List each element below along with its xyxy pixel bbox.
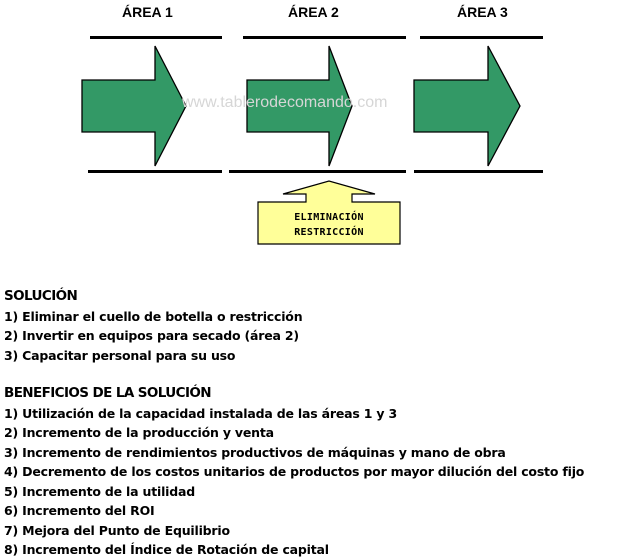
- area-1-top-line: [90, 36, 222, 39]
- area-1-arrow-shape: [82, 46, 186, 166]
- area-3-title: ÁREA 3: [457, 4, 508, 20]
- solution-title: SOLUCIÓN: [4, 288, 78, 304]
- benefit-item: 8) Incremento del Índice de Rotación de capital: [4, 542, 329, 557]
- benefit-item: 2) Incremento de la producción y venta: [4, 425, 274, 440]
- area-3-arrow: [412, 44, 524, 168]
- area-3-bottom-line: [414, 170, 543, 173]
- area-1-bottom-line: [88, 170, 222, 173]
- benefits-section: [4, 384, 584, 560]
- benefit-item: 3) Incremento de rendimientos productivos de máquinas y mano de obra: [4, 444, 506, 460]
- callout-line-2: RESTRICCIÓN: [294, 227, 364, 238]
- callout-line-1: ELIMINACIÓN: [294, 212, 364, 223]
- benefit-item: 7) Mejora del Punto de Equilibrio: [4, 522, 230, 538]
- area-3-arrow-shape: [414, 46, 520, 166]
- area-2-title: ÁREA 2: [288, 4, 339, 20]
- solution-item: 3) Capacitar personal para su uso: [4, 347, 236, 363]
- solution-section: [4, 287, 302, 365]
- area-2-top-line: [243, 36, 406, 39]
- benefit-item: 5) Incremento de la utilidad: [4, 483, 195, 499]
- watermark: www.tablerodecomando.com: [182, 94, 388, 111]
- solution-item: 2) Invertir en equipos para secado (área 2): [4, 328, 299, 343]
- area-3-top-line: [420, 36, 543, 39]
- callout-text: [258, 210, 400, 240]
- area-1-arrow: [80, 44, 190, 168]
- benefit-item: 6) Incremento del ROI: [4, 503, 155, 518]
- benefit-item: 4) Decremento de los costos unitarios de productos por mayor dilución del costo fijo: [4, 464, 585, 479]
- benefits-title: BENEFICIOS DE LA SOLUCIÓN: [4, 385, 211, 401]
- solution-item: 1) Eliminar el cuello de botella o restricción: [4, 308, 303, 324]
- area-2-bottom-line: [229, 170, 406, 173]
- benefit-item: 1) Utilización de la capacidad instalada de las áreas 1 y 3: [4, 405, 397, 421]
- area-1-title: ÁREA 1: [122, 4, 173, 20]
